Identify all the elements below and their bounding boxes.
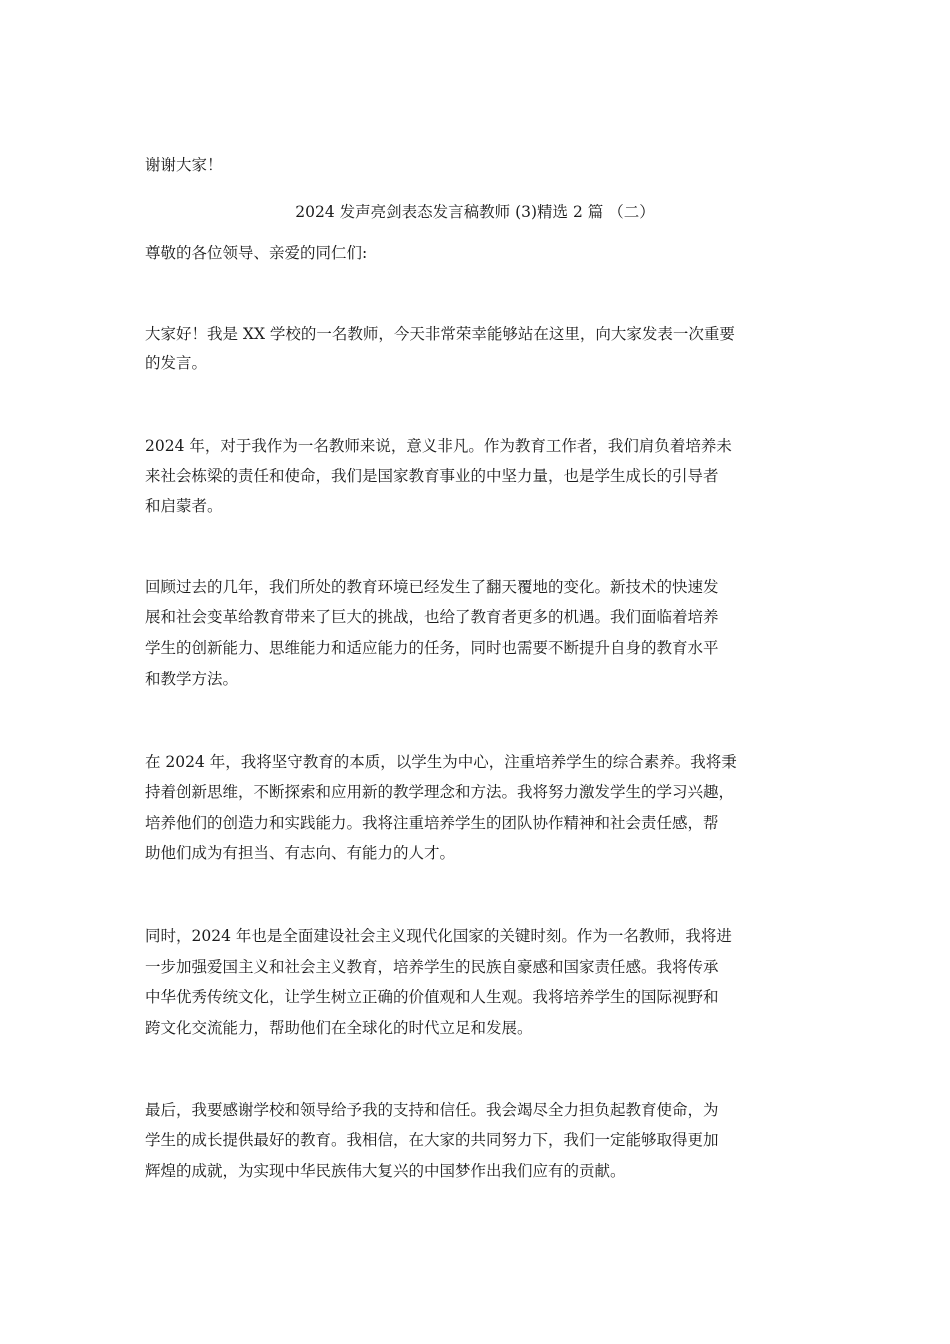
- paragraph-line: 大家好！我是 XX 学校的一名教师，今天非常荣幸能够站在这里，向大家发表一次重要: [145, 325, 735, 343]
- paragraph-line: 学生的创新能力、思维能力和适应能力的任务，同时也需要不断提升自身的教育水平: [145, 639, 719, 657]
- paragraph-line: 中华优秀传统文化，让学生树立正确的价值观和人生观。我将培养学生的国际视野和: [145, 988, 719, 1006]
- paragraph-line: 一步加强爱国主义和社会主义教育，培养学生的民族自豪感和国家责任感。我将传承: [145, 958, 719, 976]
- paragraph-line: 跨文化交流能力，帮助他们在全球化的时代立足和发展。: [145, 1019, 533, 1037]
- paragraph-line: 助他们成为有担当、有志向、有能力的人才。: [145, 844, 456, 862]
- paragraph-line: 回顾过去的几年，我们所处的教育环境已经发生了翻天覆地的变化。新技术的快速发: [145, 578, 719, 596]
- paragraph-line: 最后，我要感谢学校和领导给予我的支持和信任。我会竭尽全力担负起教育使命，为: [145, 1101, 719, 1119]
- paragraph-line: 和启蒙者。: [145, 497, 223, 515]
- paragraph-line: 学生的成长提供最好的教育。我相信，在大家的共同努力下，我们一定能够取得更加: [145, 1131, 719, 1149]
- salutation: 尊敬的各位领导、亲爱的同仁们:: [145, 244, 368, 262]
- paragraph-line: 和教学方法。: [145, 670, 239, 688]
- closing-line: 谢谢大家！: [145, 156, 223, 174]
- section-title: 2024 发声亮剑表态发言稿教师 (3)精选 2 篇 （二）: [295, 203, 655, 221]
- paragraph-line: 在 2024 年，我将坚守教育的本质，以学生为中心，注重培养学生的综合素养。我将秉: [145, 753, 737, 771]
- paragraph-line: 培养他们的创造力和实践能力。我将注重培养学生的团队协作精神和社会责任感，帮: [145, 814, 719, 832]
- paragraph-line: 持着创新思维，不断探索和应用新的教学理念和方法。我将努力激发学生的学习兴趣，: [145, 783, 735, 801]
- paragraph-line: 辉煌的成就，为实现中华民族伟大复兴的中国梦作出我们应有的贡献。: [145, 1162, 626, 1180]
- paragraph-line: 2024 年，对于我作为一名教师来说，意义非凡。作为教育工作者，我们肩负着培养未: [145, 437, 732, 455]
- paragraph-line: 同时，2024 年也是全面建设社会主义现代化国家的关键时刻。作为一名教师，我将进: [145, 927, 732, 945]
- paragraph-line: 的发言。: [145, 354, 208, 372]
- paragraph-line: 展和社会变革给教育带来了巨大的挑战，也给了教育者更多的机遇。我们面临着培养: [145, 608, 719, 626]
- paragraph-line: 来社会栋梁的责任和使命，我们是国家教育事业的中坚力量，也是学生成长的引导者: [145, 467, 719, 485]
